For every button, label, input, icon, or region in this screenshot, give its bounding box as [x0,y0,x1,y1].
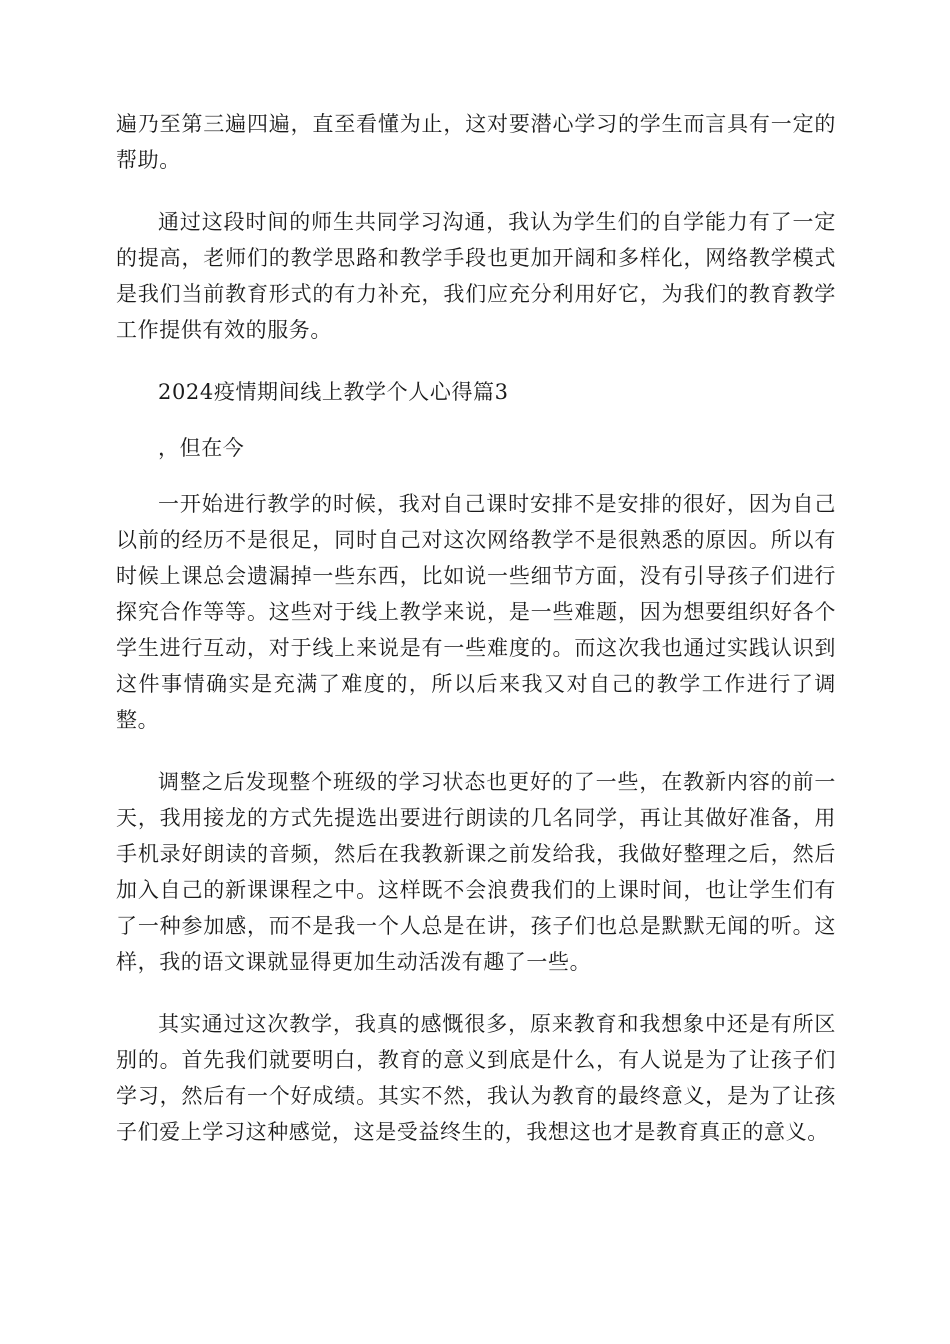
paragraph-adjustment: 调整之后发现整个班级的学习状态也更好的了一些，在教新内容的前一天，我用接龙的方式先提选出要进行朗读的几名同学，再让其做好准备，用手机录好朗读的音频，然后在我教新课之前发给我，我做好整理之后，然后加入自己的新课课程之中。这样既不会浪费我们的上课时间，也让学生们有了一种参加感，而不是我一个人总是在讲，孩子们也总是默默无闻的听。这样，我的语文课就显得更加生动活泼有趣了一些。 [116,770,836,974]
paragraph-reflection: 其实通过这次教学，我真的感慨很多，原来教育和我想象中还是有所区别的。首先我们就要明白，教育的意义到底是什么，有人说是为了让孩子们学习，然后有一个好成绩。其实不然，我认为教育的最终意义，是为了让孩子们爱上学习这种感觉，这是受益终生的，我想这也才是教育真正的意义。 [116,1012,836,1144]
paragraph-continuation: 遍乃至第三遍四遍，直至看懂为止，这对要潜心学习的学生而言具有一定的帮助。 [116,112,836,172]
paragraph-start-teaching: 一开始进行教学的时候，我对自己课时安排不是安排的很好，因为自己以前的经历不是很足，同时自己对这次网络教学不是很熟悉的原因。所以有时候上课总会遗漏掉一些东西，比如说一些细节方面，没有引导孩子们进行探究合作等等。这些对于线上教学来说，是一些难题，因为想要组织好各个学生进行互动，对于线上来说是有一些难度的。而这次我也通过实践认识到这件事情确实是充满了难度的，所以后来我又对自己的教学工作进行了调整。 [116,492,836,732]
document-page [116,106,836,1176]
paragraph-fragment: ，但在今 [158,436,245,460]
section-heading: 2024疫情期间线上教学个人心得篇3 [158,380,509,404]
paragraph-summary: 通过这段时间的师生共同学习沟通，我认为学生们的自学能力有了一定的提高，老师们的教学思路和教学手段也更加开阔和多样化，网络教学模式是我们当前教育形式的有力补充，我们应充分利用好它，为我们的教育教学工作提供有效的服务。 [116,210,836,342]
